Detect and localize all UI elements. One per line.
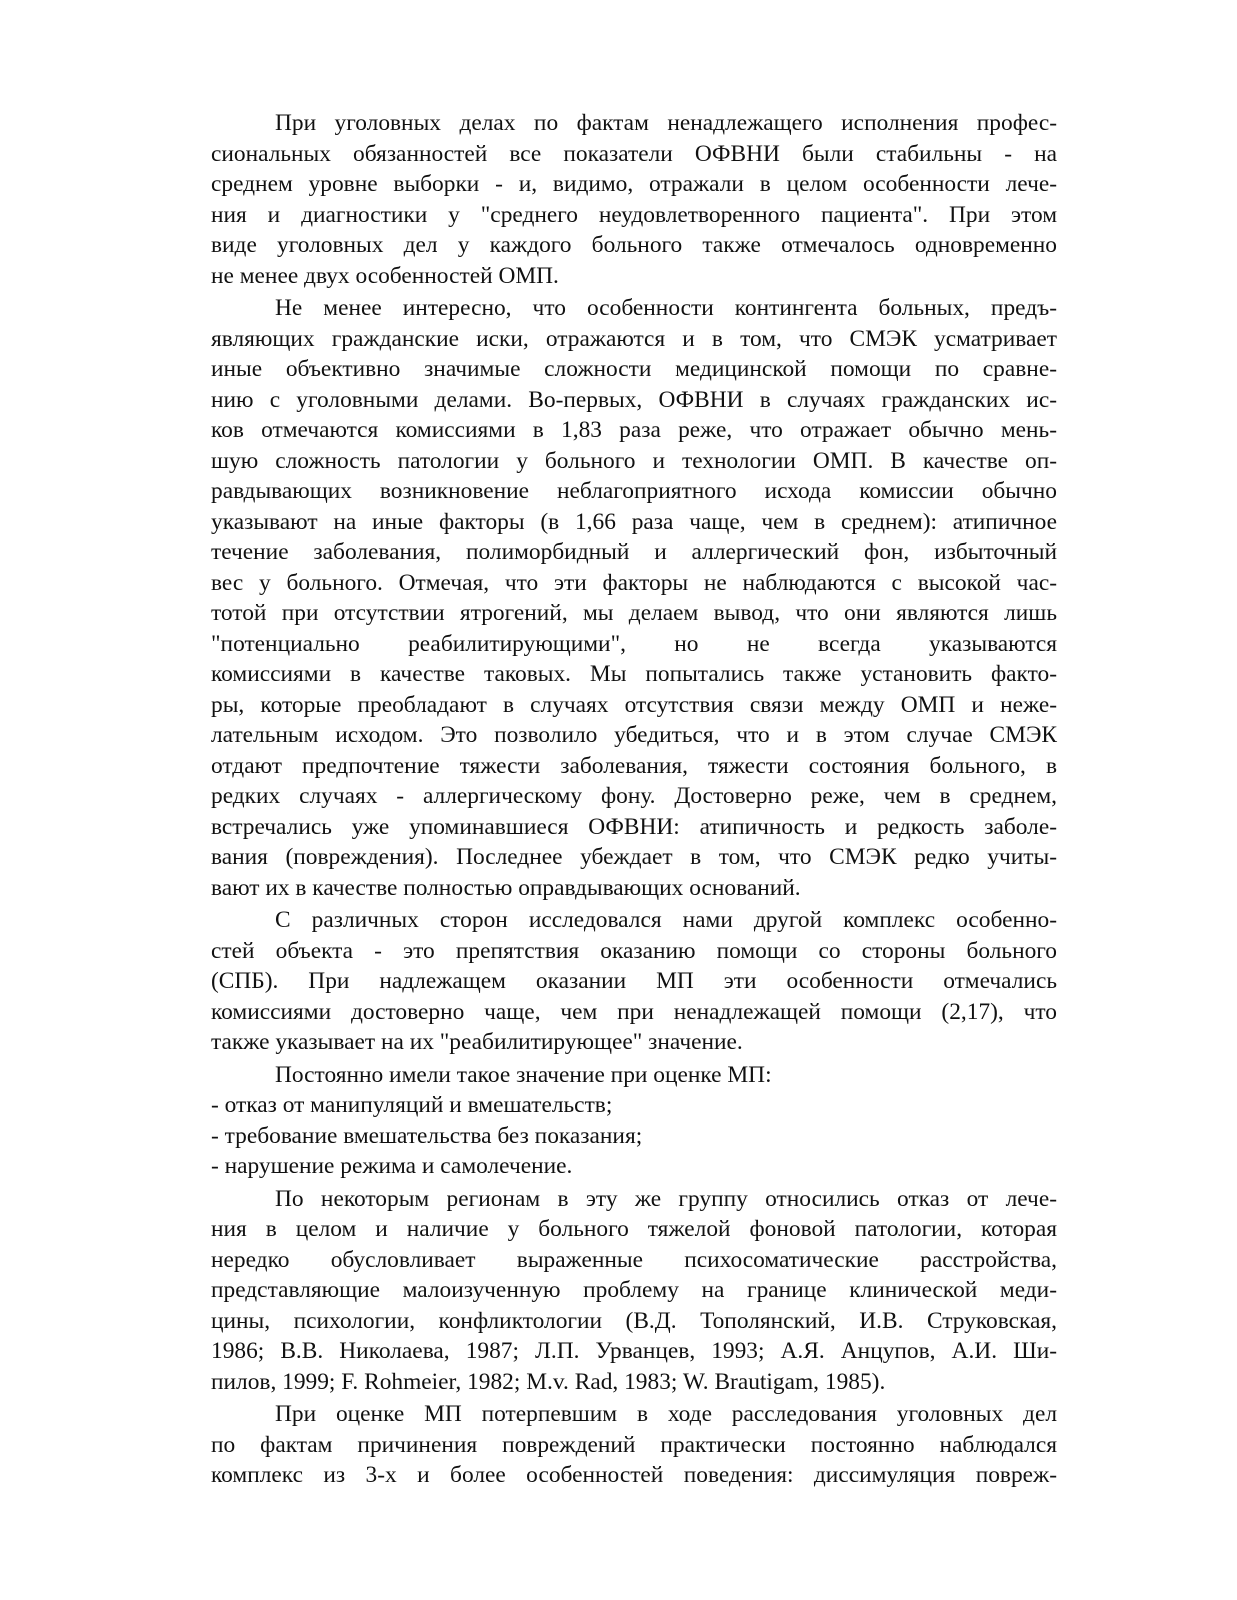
- text-line: представляющие малоизученную проблему на границе клинической меди-: [211, 1277, 1057, 1303]
- text-line: виде уголовных дел у каждого больного также отмечалось одновременно: [211, 232, 1057, 258]
- text-line: Не менее интересно, что особенности контингента больных, предъ-: [275, 295, 1057, 321]
- text-line: "потенциально реабилитирующими", но не всегда указываются: [211, 630, 1057, 657]
- text-line: ния в целом и наличие у больного тяжелой фоновой патологии, которая: [211, 1216, 1057, 1242]
- text-line: по фактам причинения повреждений практически постоянно наблюдался: [211, 1431, 1057, 1458]
- text-line: ков отмечаются комиссиями в 1,83 раза реже, что отражает обычно мень-: [211, 417, 1057, 443]
- text-line: иные объективно значимые сложности медицинской помощи по сравне-: [211, 356, 1057, 382]
- text-line: указывают на иные факторы (в 1,66 раза чаще, чем в среднем): атипичное: [211, 508, 1057, 535]
- text-line: нередко обусловливает выраженные психосоматические расстройства,: [211, 1246, 1057, 1273]
- text-line: являющих гражданские иски, отражаются и в том, что СМЭК усматривает: [211, 325, 1057, 352]
- text-line: сиональных обязанностей все показатели ОФВНИ были стабильны - на: [211, 140, 1057, 167]
- text-line: пилов, 1999; F. Rohmeier, 1982; M.v. Rad, 1983; W. Brautigam, 1985).: [211, 1368, 886, 1395]
- list-item: - отказ от манипуляций и вмешательств;: [211, 1092, 613, 1118]
- list-item: - требование вмешательства без показания;: [211, 1122, 643, 1149]
- text-line: цины, психологии, конфликтологии (В.Д. Тополянский, И.В. Струковская,: [211, 1307, 1057, 1334]
- text-line: шую сложность патологии у больного и технологии ОМП. В качестве оп-: [211, 447, 1057, 474]
- text-line: ры, которые преобладают в случаях отсутствия связи между ОМП и неже-: [211, 691, 1057, 718]
- text-line: Постоянно имели такое значение при оценке МП:: [275, 1061, 772, 1088]
- text-line: вания (повреждения). Последнее убеждает в том, что СМЭК редко учиты-: [211, 844, 1057, 870]
- text-line: встречались уже упоминавшиеся ОФВНИ: атипичность и редкость заболе-: [211, 813, 1057, 840]
- text-line: не менее двух особенностей ОМП.: [211, 262, 559, 289]
- text-line: комиссиями в качестве таковых. Мы попытались также установить факто-: [211, 661, 1057, 687]
- text-line: тотой при отсутствии ятрогений, мы делаем вывод, что они являются лишь: [211, 600, 1057, 626]
- text-line: (СПБ). При надлежащем оказании МП эти особенности отмечались: [211, 968, 1057, 994]
- text-line: редких случаях - аллергическому фону. Достоверно реже, чем в среднем,: [211, 783, 1057, 809]
- text-line: нию с уголовными делами. Во-первых, ОФВНИ в случаях гражданских ис-: [211, 386, 1057, 413]
- text-line: вают их в качестве полностью оправдывающих оснований.: [211, 874, 801, 901]
- text-line: также указывает на их "реабилитирующее" значение.: [211, 1029, 743, 1055]
- text-line: ния и диагностики у "среднего неудовлетворенного пациента". При этом: [211, 201, 1057, 228]
- text-line: отдают предпочтение тяжести заболевания, тяжести состояния больного, в: [211, 752, 1057, 779]
- paragraph-5: [211, 1184, 1057, 1398]
- text-line: среднем уровне выборки - и, видимо, отражали в целом особенности лече-: [211, 171, 1057, 197]
- text-line: равдывающих возникновение неблагоприятного исхода комиссии обычно: [211, 478, 1057, 504]
- text-line: течение заболевания, полиморбидный и аллергический фон, избыточный: [211, 539, 1057, 565]
- text-line: комплекс из 3-х и более особенностей поведения: диссимуляция повреж-: [211, 1462, 1057, 1488]
- text-line: комиссиями достоверно чаще, чем при ненадлежащей помощи (2,17), что: [211, 998, 1057, 1025]
- paragraph-1: [211, 108, 1057, 291]
- text-line: При уголовных делах по фактам ненадлежащего исполнения профес-: [275, 110, 1057, 136]
- text-line: стей объекта - это препятствия оказанию помощи со стороны больного: [211, 937, 1057, 964]
- paragraph-4: [211, 1060, 1057, 1182]
- text-line: лательным исходом. Это позволило убедиться, что и в этом случае СМЭК: [211, 722, 1057, 748]
- paragraph-3: [211, 905, 1057, 1058]
- list-item: - нарушение режима и самолечение.: [211, 1153, 573, 1179]
- document-page: [211, 108, 1057, 1491]
- paragraph-2: [211, 293, 1057, 903]
- text-line: 1986; В.В. Николаева, 1987; Л.П. Урванцев, 1993; А.Я. Анцупов, А.И. Ши-: [211, 1338, 1057, 1364]
- text-line: При оценке МП потерпевшим в ходе расследования уголовных дел: [275, 1401, 1057, 1427]
- text-line: С различных сторон исследовался нами другой комплекс особенно-: [275, 907, 1057, 933]
- paragraph-6: [211, 1399, 1057, 1491]
- text-line: По некоторым регионам в эту же группу относились отказ от лече-: [275, 1185, 1057, 1212]
- text-line: вес у больного. Отмечая, что эти факторы не наблюдаются с высокой час-: [211, 569, 1057, 596]
